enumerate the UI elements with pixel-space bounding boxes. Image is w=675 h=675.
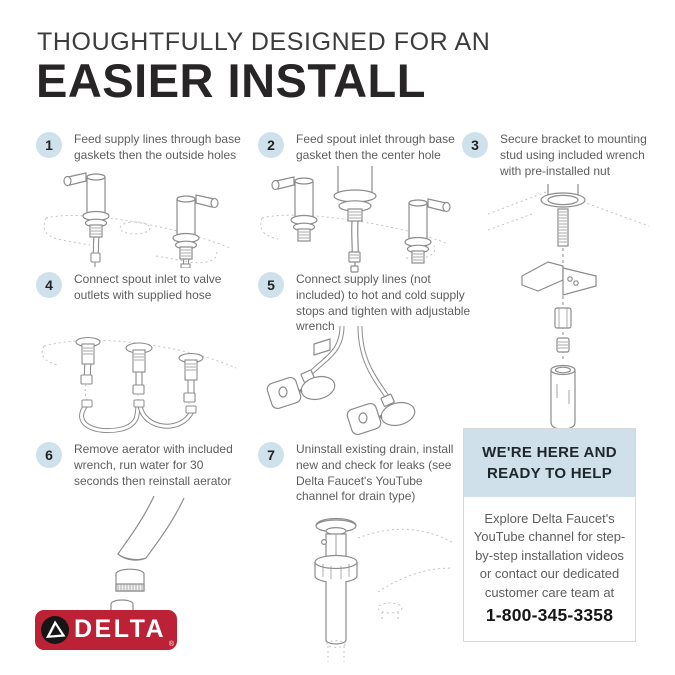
customer-care-phone: 1-800-345-3358	[485, 605, 614, 626]
step-text: Connect supply lines (not included) to hot and cold supply stops and tighten with adjustable wrench	[296, 272, 471, 334]
header-kicker: THOUGHTFULLY DESIGNED FOR AN	[37, 28, 491, 56]
delta-triangle-emblem	[40, 615, 70, 645]
help-box-text: Explore Delta Faucet's YouTube channel for step-by-step installation videos or contact our dedicated customer care team at	[473, 511, 626, 600]
step-number-badge: 5	[258, 272, 284, 298]
step-3	[462, 132, 658, 179]
step4-hose-connection-illustration	[36, 312, 241, 437]
step-text: Remove aerator with included wrench, run water for 30 seconds then reinstall aerator	[74, 442, 233, 488]
step-text: Feed spout inlet through base gasket then the center hole	[296, 132, 455, 162]
page-title: EASIER INSTALL	[36, 54, 426, 107]
step-text: Uninstall existing drain, install new and check for leaks (see Delta Faucet's YouTube channel for drain type)	[296, 442, 454, 504]
step7-drain-assembly-illustration	[260, 512, 455, 664]
step-number-badge: 1	[36, 132, 62, 158]
delta-logo	[35, 610, 177, 650]
step-number-badge: 6	[36, 442, 62, 468]
step-number-badge: 2	[258, 132, 284, 158]
step-text: Connect spout inlet to valve outlets with supplied hose	[74, 272, 222, 302]
step5-supply-stops-illustration	[256, 326, 461, 438]
step6-aerator-illustration	[38, 496, 243, 624]
step-text: Feed supply lines through base gaskets then the outside holes	[74, 132, 241, 162]
delta-wordmark: DELTA	[74, 615, 167, 643]
step-7	[258, 442, 464, 505]
step-6	[36, 442, 250, 489]
step-2	[258, 132, 464, 164]
registered-trademark: ®	[168, 641, 174, 648]
help-box-heading: WE'RE HERE AND READY TO HELP	[464, 429, 635, 497]
step2-spout-inlet-illustration	[256, 166, 454, 274]
step-number-badge: 3	[462, 132, 488, 158]
step-1	[36, 132, 242, 164]
step1-faucet-handles-illustration	[38, 168, 236, 268]
step-4	[36, 272, 242, 304]
help-box	[463, 428, 636, 642]
step3-mounting-bracket-illustration	[486, 184, 651, 432]
step-number-badge: 7	[258, 442, 284, 468]
step-text: Secure bracket to mounting stud using included wrench with pre-installed nut	[500, 132, 647, 178]
step-number-badge: 4	[36, 272, 62, 298]
